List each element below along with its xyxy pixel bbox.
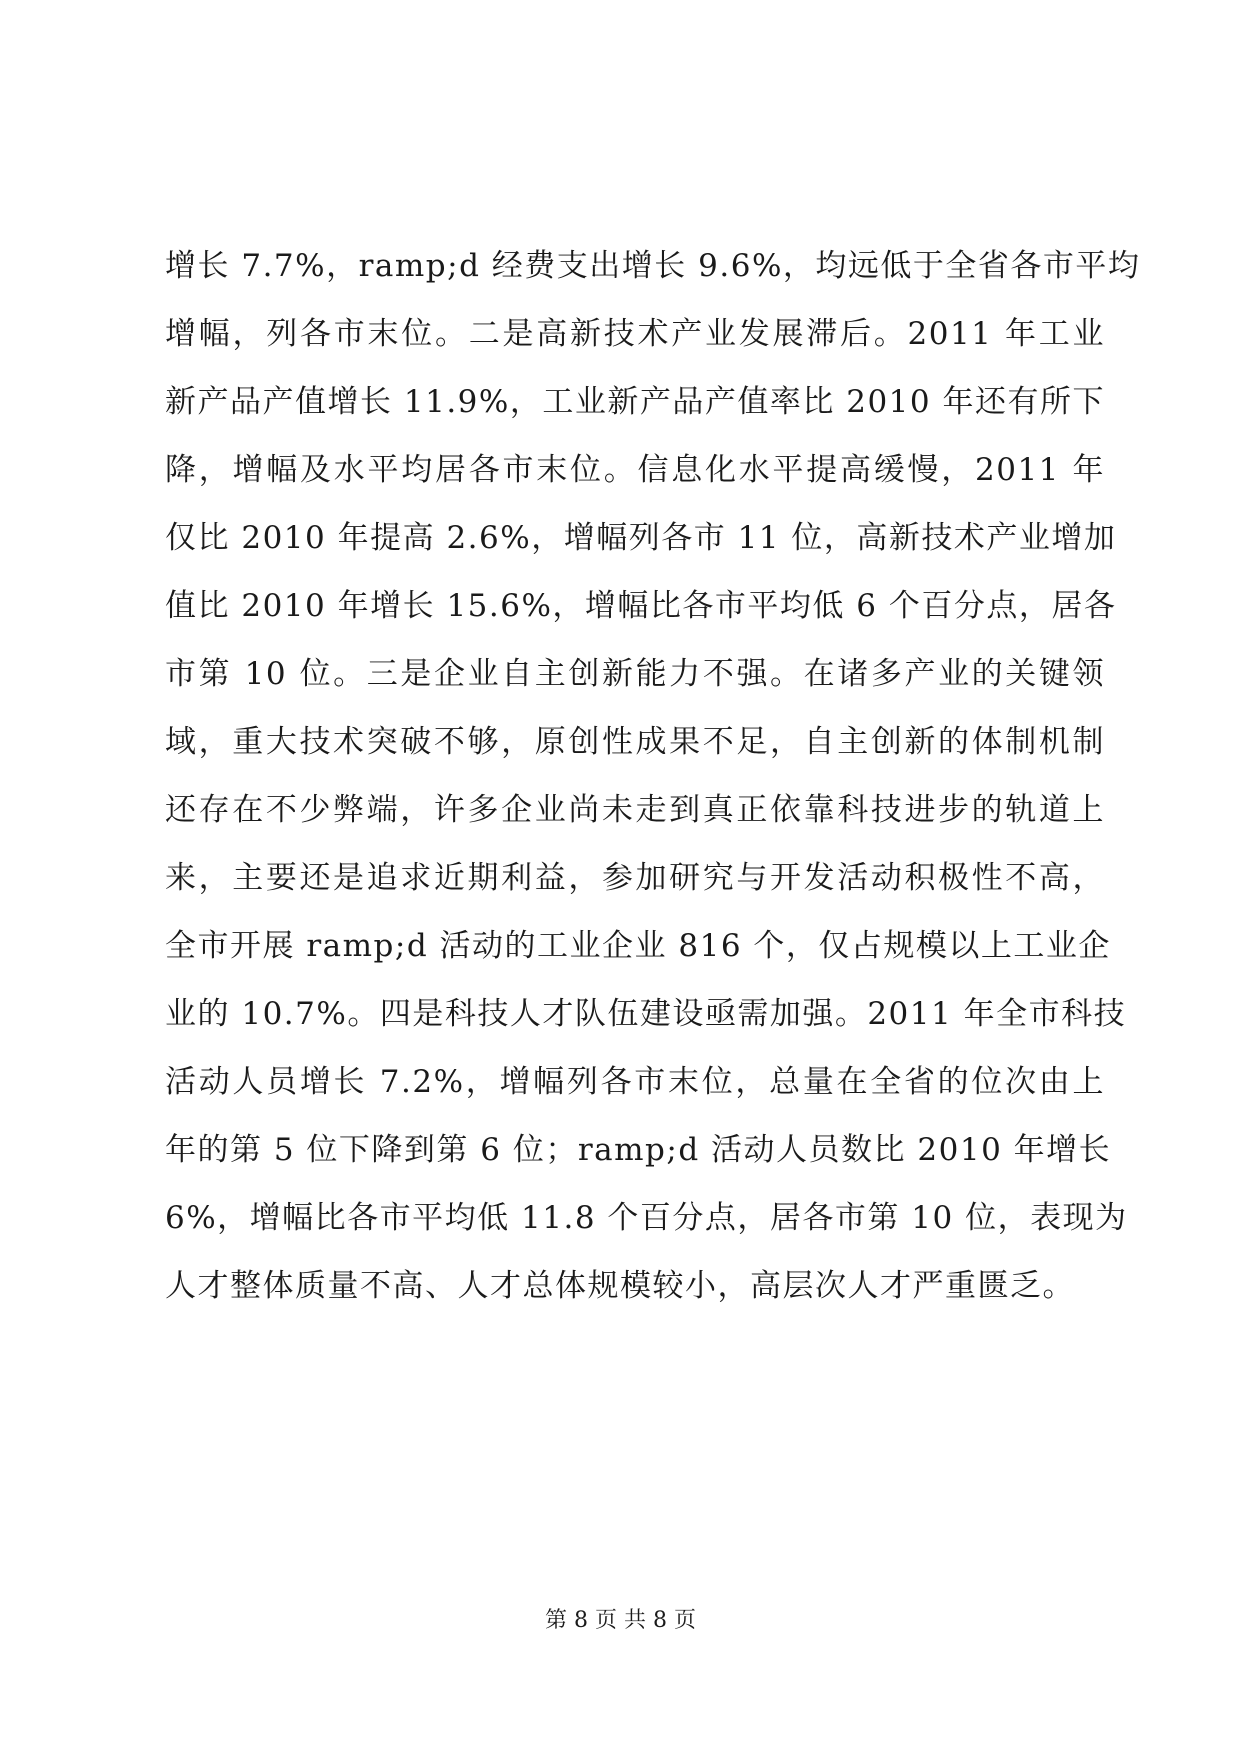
paragraph-line: 仅比 2010 年提高 2.6%，增幅列各市 11 位，高新技术产业增加 <box>165 520 1117 556</box>
paragraph-line: 人才整体质量不高、人才总体规模较小，高层次人才严重匮乏。 <box>165 1268 1075 1304</box>
paragraph-line: 活动人员增长 7.2%，增幅列各市末位，总量在全省的位次由上 <box>165 1064 1105 1100</box>
paragraph-line: 还存在不少弊端，许多企业尚未走到真正依靠科技进步的轨道上 <box>165 792 1105 828</box>
paragraph-line: 全市开展 ramp;d 活动的工业企业 816 个，仅占规模以上工业企 <box>165 928 1111 964</box>
paragraph-line: 市第 10 位。三是企业自主创新能力不强。在诸多产业的关键领 <box>165 656 1105 692</box>
paragraph-line: 增长 7.7%，ramp;d 经费支出增长 9.6%，均远低于全省各市平均 <box>165 248 1141 284</box>
paragraph-line: 域，重大技术突破不够，原创性成果不足，自主创新的体制机制 <box>165 724 1105 760</box>
body-paragraph <box>165 232 1141 1320</box>
paragraph-line: 6%，增幅比各市平均低 11.8 个百分点，居各市第 10 位，表现为 <box>165 1200 1128 1236</box>
paragraph-line: 降，增幅及水平均居各市末位。信息化水平提高缓慢，2011 年 <box>165 452 1105 488</box>
paragraph-line: 业的 10.7%。四是科技人才队伍建设亟需加强。2011 年全市科技 <box>165 996 1127 1032</box>
page-number-footer: 第 8 页 共 8 页 <box>545 1608 696 1633</box>
paragraph-line: 来，主要还是追求近期利益，参加研究与开发活动积极性不高， <box>165 860 1105 896</box>
paragraph-line: 年的第 5 位下降到第 6 位；ramp;d 活动人员数比 2010 年增长 <box>165 1132 1112 1168</box>
paragraph-line: 值比 2010 年增长 15.6%，增幅比各市平均低 6 个百分点，居各 <box>165 588 1117 624</box>
paragraph-line: 新产品产值增长 11.9%，工业新产品产值率比 2010 年还有所下 <box>165 384 1105 420</box>
paragraph-line: 增幅，列各市末位。二是高新技术产业发展滞后。2011 年工业 <box>165 316 1105 352</box>
